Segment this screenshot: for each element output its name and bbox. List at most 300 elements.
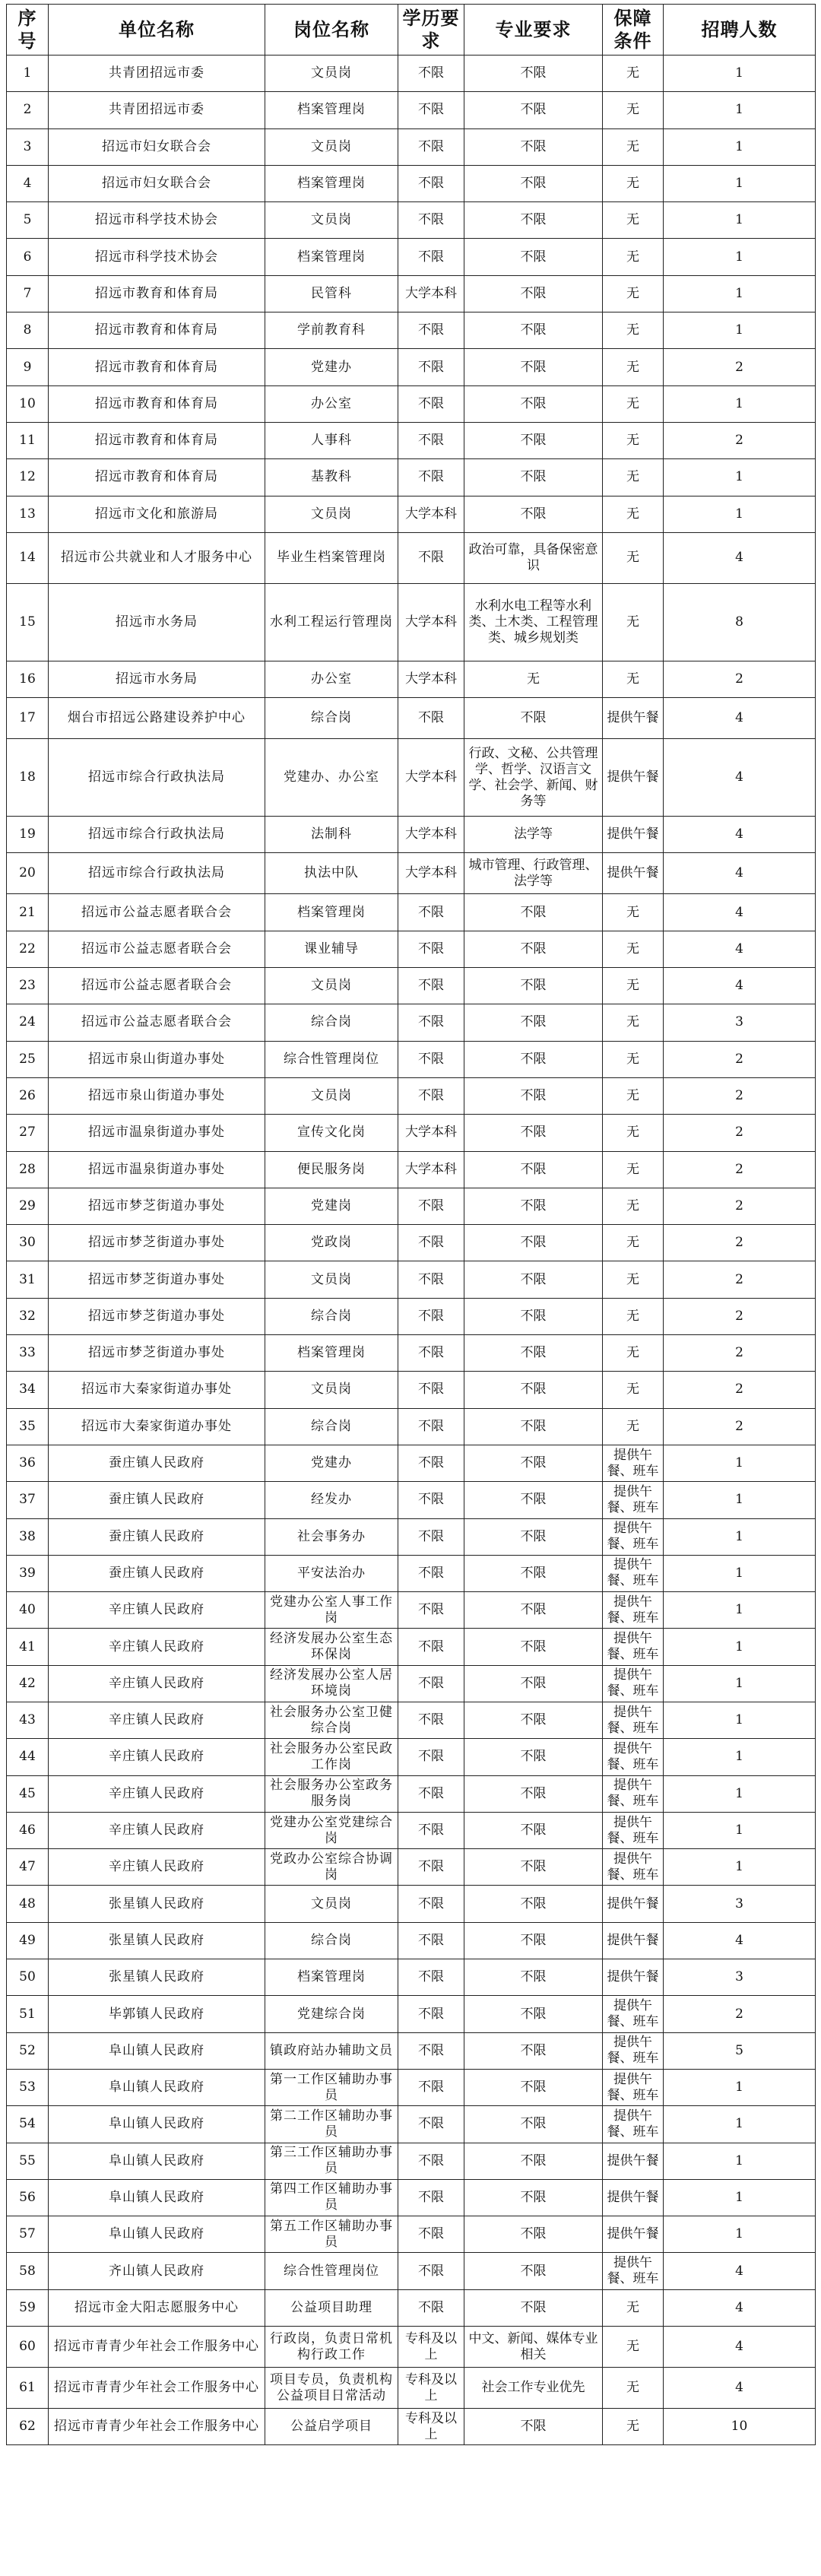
cell-index: 30 — [7, 1225, 49, 1261]
cell-major: 行政、文秘、公共管理学、哲学、汉语言文学、社会学、新闻、财务等 — [464, 739, 603, 817]
cell-position: 民管科 — [265, 275, 398, 312]
cell-count: 2 — [664, 1225, 816, 1261]
cell-count: 1 — [664, 1812, 816, 1848]
cell-index: 57 — [7, 2216, 49, 2253]
table-row — [7, 817, 816, 853]
cell-index: 55 — [7, 2143, 49, 2179]
cell-major: 不限 — [464, 385, 603, 422]
table-row — [7, 1518, 816, 1555]
cell-position: 经济发展办公室生态环保岗 — [265, 1629, 398, 1665]
cell-count: 2 — [664, 1996, 816, 2032]
cell-benefits: 提供午餐、班车 — [603, 2253, 664, 2289]
cell-education: 不限 — [398, 385, 464, 422]
cell-education: 不限 — [398, 2106, 464, 2143]
cell-benefits: 无 — [603, 661, 664, 697]
cell-position: 综合岗 — [265, 1408, 398, 1445]
cell-major: 不限 — [464, 2253, 603, 2289]
cell-education: 不限 — [398, 1665, 464, 1702]
cell-benefits: 提供午餐 — [603, 853, 664, 894]
cell-position: 经济发展办公室人居环境岗 — [265, 1665, 398, 1702]
cell-benefits: 无 — [603, 1408, 664, 1445]
cell-benefits: 提供午餐、班车 — [603, 2069, 664, 2105]
cell-index: 44 — [7, 1739, 49, 1775]
cell-index: 62 — [7, 2409, 49, 2445]
cell-count: 2 — [664, 1151, 816, 1188]
cell-benefits: 无 — [603, 202, 664, 239]
table-row — [7, 349, 816, 385]
cell-count: 10 — [664, 2409, 816, 2445]
cell-benefits: 提供午餐 — [603, 2216, 664, 2253]
cell-education: 大学本科 — [398, 817, 464, 853]
table-row — [7, 1812, 816, 1848]
cell-position: 便民服务岗 — [265, 1151, 398, 1188]
cell-benefits: 无 — [603, 1372, 664, 1408]
cell-education: 不限 — [398, 2216, 464, 2253]
cell-index: 18 — [7, 739, 49, 817]
cell-major: 不限 — [464, 56, 603, 92]
cell-unit: 招远市温泉街道办事处 — [49, 1151, 265, 1188]
table-row — [7, 165, 816, 201]
cell-major: 不限 — [464, 349, 603, 385]
cell-position: 综合岗 — [265, 698, 398, 739]
cell-position: 社会事务办 — [265, 1518, 398, 1555]
cell-education: 不限 — [398, 92, 464, 128]
cell-major: 不限 — [464, 894, 603, 931]
cell-unit: 招远市教育和体育局 — [49, 459, 265, 496]
recruitment-table — [6, 4, 816, 2445]
cell-index: 17 — [7, 698, 49, 739]
cell-education: 不限 — [398, 2289, 464, 2326]
cell-benefits: 无 — [603, 92, 664, 128]
cell-position: 党建办公室党建综合岗 — [265, 1812, 398, 1848]
cell-index: 5 — [7, 202, 49, 239]
cell-major: 不限 — [464, 698, 603, 739]
cell-education: 不限 — [398, 459, 464, 496]
cell-benefits: 提供午餐、班车 — [603, 1445, 664, 1481]
table-row — [7, 2179, 816, 2216]
cell-benefits: 无 — [603, 1115, 664, 1151]
cell-count: 1 — [664, 1739, 816, 1775]
cell-unit: 招远市梦芝街道办事处 — [49, 1261, 265, 1298]
cell-position: 第二工作区辅助办事员 — [265, 2106, 398, 2143]
cell-position: 平安法治办 — [265, 1555, 398, 1591]
cell-major: 不限 — [464, 1077, 603, 1114]
cell-count: 2 — [664, 1372, 816, 1408]
cell-unit: 辛庄镇人民政府 — [49, 1702, 265, 1738]
cell-position: 综合岗 — [265, 1298, 398, 1334]
cell-count: 2 — [664, 1335, 816, 1372]
cell-position: 综合性管理岗位 — [265, 2253, 398, 2289]
cell-major: 不限 — [464, 1408, 603, 1445]
cell-count: 4 — [664, 2253, 816, 2289]
cell-count: 4 — [664, 2368, 816, 2409]
cell-unit: 张星镇人民政府 — [49, 1886, 265, 1922]
cell-major: 不限 — [464, 496, 603, 532]
cell-index: 11 — [7, 422, 49, 458]
cell-benefits: 无 — [603, 2368, 664, 2409]
table-row — [7, 2409, 816, 2445]
cell-benefits: 提供午餐、班车 — [603, 1555, 664, 1591]
cell-major: 不限 — [464, 1922, 603, 1959]
cell-major: 不限 — [464, 1592, 603, 1629]
cell-unit: 招远市科学技术协会 — [49, 202, 265, 239]
cell-benefits: 无 — [603, 1225, 664, 1261]
cell-index: 12 — [7, 459, 49, 496]
cell-unit: 招远市教育和体育局 — [49, 275, 265, 312]
cell-major: 不限 — [464, 1482, 603, 1518]
cell-unit: 招远市妇女联合会 — [49, 165, 265, 201]
table-row — [7, 92, 816, 128]
cell-index: 32 — [7, 1298, 49, 1334]
cell-benefits: 无 — [603, 1188, 664, 1224]
cell-count: 4 — [664, 853, 816, 894]
table-row — [7, 1775, 816, 1812]
cell-major: 法学等 — [464, 817, 603, 853]
cell-major: 不限 — [464, 2216, 603, 2253]
cell-count: 1 — [664, 56, 816, 92]
table-row — [7, 1922, 816, 1959]
cell-unit: 招远市教育和体育局 — [49, 349, 265, 385]
cell-education: 不限 — [398, 1592, 464, 1629]
cell-benefits: 无 — [603, 2289, 664, 2326]
cell-count: 4 — [664, 739, 816, 817]
cell-count: 4 — [664, 968, 816, 1004]
table-row — [7, 128, 816, 165]
cell-benefits: 提供午餐、班车 — [603, 1996, 664, 2032]
cell-position: 档案管理岗 — [265, 92, 398, 128]
table-row — [7, 2289, 816, 2326]
header-education: 学历要求 — [398, 5, 464, 56]
cell-count: 1 — [664, 1702, 816, 1738]
cell-position: 党政岗 — [265, 1225, 398, 1261]
cell-benefits: 无 — [603, 1004, 664, 1041]
cell-education: 不限 — [398, 1188, 464, 1224]
cell-education: 不限 — [398, 1922, 464, 1959]
cell-benefits: 无 — [603, 2409, 664, 2445]
cell-count: 2 — [664, 422, 816, 458]
table-row — [7, 2032, 816, 2069]
cell-education: 不限 — [398, 165, 464, 201]
table-row — [7, 1739, 816, 1775]
cell-count: 1 — [664, 239, 816, 275]
cell-education: 专科及以上 — [398, 2368, 464, 2409]
cell-benefits: 无 — [603, 1298, 664, 1334]
cell-index: 9 — [7, 349, 49, 385]
cell-unit: 招远市科学技术协会 — [49, 239, 265, 275]
cell-education: 不限 — [398, 56, 464, 92]
cell-major: 不限 — [464, 1004, 603, 1041]
cell-count: 5 — [664, 2032, 816, 2069]
cell-unit: 招远市青青少年社会工作服务中心 — [49, 2409, 265, 2445]
cell-major: 不限 — [464, 1188, 603, 1224]
cell-position: 第一工作区辅助办事员 — [265, 2069, 398, 2105]
cell-count: 3 — [664, 1004, 816, 1041]
cell-count: 1 — [664, 1775, 816, 1812]
cell-education: 不限 — [398, 1261, 464, 1298]
cell-index: 29 — [7, 1188, 49, 1224]
cell-unit: 招远市教育和体育局 — [49, 422, 265, 458]
cell-count: 4 — [664, 931, 816, 967]
cell-index: 58 — [7, 2253, 49, 2289]
cell-major: 不限 — [464, 165, 603, 201]
cell-unit: 蚕庄镇人民政府 — [49, 1482, 265, 1518]
cell-index: 31 — [7, 1261, 49, 1298]
table-row — [7, 312, 816, 349]
cell-position: 文员岗 — [265, 202, 398, 239]
cell-index: 38 — [7, 1518, 49, 1555]
cell-major: 不限 — [464, 1445, 603, 1481]
cell-education: 不限 — [398, 1739, 464, 1775]
table-row — [7, 2368, 816, 2409]
cell-position: 项目专员，负责机构公益项目日常活动 — [265, 2368, 398, 2409]
cell-benefits: 无 — [603, 931, 664, 967]
table-row — [7, 1335, 816, 1372]
table-row — [7, 1077, 816, 1114]
cell-education: 不限 — [398, 1775, 464, 1812]
cell-position: 学前教育科 — [265, 312, 398, 349]
cell-index: 47 — [7, 1849, 49, 1886]
cell-major: 无 — [464, 661, 603, 697]
cell-benefits: 提供午餐、班车 — [603, 1592, 664, 1629]
cell-unit: 辛庄镇人民政府 — [49, 1812, 265, 1848]
cell-count: 1 — [664, 1555, 816, 1591]
cell-index: 4 — [7, 165, 49, 201]
table-row — [7, 1592, 816, 1629]
cell-education: 不限 — [398, 349, 464, 385]
cell-education: 不限 — [398, 931, 464, 967]
cell-unit: 辛庄镇人民政府 — [49, 1775, 265, 1812]
cell-major: 不限 — [464, 202, 603, 239]
cell-unit: 招远市梦芝街道办事处 — [49, 1225, 265, 1261]
cell-benefits: 提供午餐、班车 — [603, 1812, 664, 1848]
cell-unit: 招远市梦芝街道办事处 — [49, 1298, 265, 1334]
cell-count: 1 — [664, 1482, 816, 1518]
header-unit: 单位名称 — [49, 5, 265, 56]
cell-benefits: 无 — [603, 422, 664, 458]
cell-benefits: 提供午餐、班车 — [603, 1849, 664, 1886]
cell-benefits: 无 — [603, 894, 664, 931]
cell-index: 21 — [7, 894, 49, 931]
cell-major: 不限 — [464, 1849, 603, 1886]
cell-unit: 招远市妇女联合会 — [49, 128, 265, 165]
cell-position: 党建办 — [265, 1445, 398, 1481]
cell-index: 28 — [7, 1151, 49, 1188]
cell-unit: 招远市青青少年社会工作服务中心 — [49, 2327, 265, 2368]
cell-position: 档案管理岗 — [265, 239, 398, 275]
table-row — [7, 239, 816, 275]
cell-unit: 招远市综合行政执法局 — [49, 853, 265, 894]
cell-count: 8 — [664, 583, 816, 661]
table-row — [7, 931, 816, 967]
table-row — [7, 1629, 816, 1665]
table-row — [7, 739, 816, 817]
cell-unit: 招远市水务局 — [49, 661, 265, 697]
cell-education: 不限 — [398, 1886, 464, 1922]
cell-major: 社会工作专业优先 — [464, 2368, 603, 2409]
table-row — [7, 1041, 816, 1077]
cell-major: 城市管理、行政管理、法学等 — [464, 853, 603, 894]
cell-count: 1 — [664, 312, 816, 349]
cell-index: 25 — [7, 1041, 49, 1077]
cell-count: 1 — [664, 459, 816, 496]
table-row — [7, 1188, 816, 1224]
cell-position: 文员岗 — [265, 496, 398, 532]
cell-education: 大学本科 — [398, 739, 464, 817]
cell-position: 宣传文化岗 — [265, 1115, 398, 1151]
cell-position: 文员岗 — [265, 128, 398, 165]
cell-index: 20 — [7, 853, 49, 894]
cell-index: 45 — [7, 1775, 49, 1812]
cell-unit: 招远市文化和旅游局 — [49, 496, 265, 532]
cell-index: 51 — [7, 1996, 49, 2032]
header-position: 岗位名称 — [265, 5, 398, 56]
table-row — [7, 459, 816, 496]
cell-count: 2 — [664, 1041, 816, 1077]
cell-benefits: 提供午餐、班车 — [603, 1739, 664, 1775]
cell-major: 不限 — [464, 1886, 603, 1922]
cell-major: 不限 — [464, 1665, 603, 1702]
cell-position: 镇政府站办辅助文员 — [265, 2032, 398, 2069]
cell-index: 40 — [7, 1592, 49, 1629]
cell-count: 1 — [664, 275, 816, 312]
cell-count: 4 — [664, 894, 816, 931]
table-row — [7, 1004, 816, 1041]
cell-count: 1 — [664, 2143, 816, 2179]
cell-count: 1 — [664, 128, 816, 165]
cell-position: 第四工作区辅助办事员 — [265, 2179, 398, 2216]
cell-education: 不限 — [398, 1335, 464, 1372]
table-row — [7, 1408, 816, 1445]
cell-position: 党建办公室人事工作岗 — [265, 1592, 398, 1629]
cell-education: 大学本科 — [398, 275, 464, 312]
cell-position: 第五工作区辅助办事员 — [265, 2216, 398, 2253]
cell-benefits: 无 — [603, 349, 664, 385]
cell-index: 50 — [7, 1959, 49, 1996]
cell-education: 不限 — [398, 1077, 464, 1114]
cell-major: 不限 — [464, 968, 603, 1004]
cell-major: 不限 — [464, 2289, 603, 2326]
cell-index: 24 — [7, 1004, 49, 1041]
cell-major: 不限 — [464, 275, 603, 312]
cell-unit: 辛庄镇人民政府 — [49, 1629, 265, 1665]
cell-position: 文员岗 — [265, 1372, 398, 1408]
cell-index: 37 — [7, 1482, 49, 1518]
cell-position: 党政办公室综合协调岗 — [265, 1849, 398, 1886]
cell-unit: 辛庄镇人民政府 — [49, 1739, 265, 1775]
cell-education: 不限 — [398, 1372, 464, 1408]
cell-count: 1 — [664, 1445, 816, 1481]
table-row — [7, 496, 816, 532]
cell-benefits: 提供午餐 — [603, 739, 664, 817]
table-row — [7, 1886, 816, 1922]
cell-education: 不限 — [398, 1298, 464, 1334]
table-row — [7, 968, 816, 1004]
cell-index: 14 — [7, 532, 49, 583]
cell-education: 不限 — [398, 698, 464, 739]
table-row — [7, 2327, 816, 2368]
cell-unit: 张星镇人民政府 — [49, 1922, 265, 1959]
cell-position: 经发办 — [265, 1482, 398, 1518]
cell-benefits: 提供午餐、班车 — [603, 2106, 664, 2143]
cell-unit: 招远市教育和体育局 — [49, 385, 265, 422]
cell-position: 行政岗，负责日常机构行政工作 — [265, 2327, 398, 2368]
cell-index: 8 — [7, 312, 49, 349]
cell-index: 54 — [7, 2106, 49, 2143]
cell-index: 42 — [7, 1665, 49, 1702]
cell-index: 41 — [7, 1629, 49, 1665]
cell-position: 基教科 — [265, 459, 398, 496]
table-row — [7, 2069, 816, 2105]
table-row — [7, 2143, 816, 2179]
cell-unit: 招远市公益志愿者联合会 — [49, 931, 265, 967]
table-row — [7, 1555, 816, 1591]
cell-education: 不限 — [398, 1702, 464, 1738]
cell-benefits: 无 — [603, 312, 664, 349]
table-row — [7, 698, 816, 739]
cell-position: 社会服务办公室民政工作岗 — [265, 1739, 398, 1775]
cell-unit: 招远市公益志愿者联合会 — [49, 968, 265, 1004]
table-row — [7, 1372, 816, 1408]
cell-unit: 辛庄镇人民政府 — [49, 1665, 265, 1702]
cell-unit: 阜山镇人民政府 — [49, 2179, 265, 2216]
table-row — [7, 56, 816, 92]
cell-index: 6 — [7, 239, 49, 275]
cell-benefits: 提供午餐、班车 — [603, 1702, 664, 1738]
cell-benefits: 提供午餐、班车 — [603, 1665, 664, 1702]
cell-unit: 阜山镇人民政府 — [49, 2143, 265, 2179]
cell-count: 1 — [664, 2216, 816, 2253]
cell-major: 不限 — [464, 1775, 603, 1812]
cell-position: 档案管理岗 — [265, 165, 398, 201]
cell-count: 1 — [664, 2106, 816, 2143]
cell-index: 52 — [7, 2032, 49, 2069]
cell-position: 毕业生档案管理岗 — [265, 532, 398, 583]
cell-count: 2 — [664, 1298, 816, 1334]
cell-position: 文员岗 — [265, 968, 398, 1004]
table-row — [7, 894, 816, 931]
cell-education: 不限 — [398, 1629, 464, 1665]
cell-major: 不限 — [464, 459, 603, 496]
cell-education: 不限 — [398, 2069, 464, 2105]
table-row — [7, 275, 816, 312]
cell-position: 课业辅导 — [265, 931, 398, 967]
table-row — [7, 2216, 816, 2253]
cell-benefits: 无 — [603, 1077, 664, 1114]
cell-unit: 招远市金大阳志愿服务中心 — [49, 2289, 265, 2326]
cell-unit: 招远市梦芝街道办事处 — [49, 1335, 265, 1372]
cell-benefits: 无 — [603, 165, 664, 201]
cell-position: 党建综合岗 — [265, 1996, 398, 2032]
cell-benefits: 无 — [603, 1041, 664, 1077]
cell-benefits: 提供午餐 — [603, 817, 664, 853]
cell-unit: 招远市泉山街道办事处 — [49, 1077, 265, 1114]
table-row — [7, 385, 816, 422]
cell-position: 执法中队 — [265, 853, 398, 894]
cell-position: 档案管理岗 — [265, 1959, 398, 1996]
cell-unit: 蚕庄镇人民政府 — [49, 1445, 265, 1481]
cell-index: 3 — [7, 128, 49, 165]
cell-major: 不限 — [464, 1996, 603, 2032]
table-row — [7, 1665, 816, 1702]
cell-index: 61 — [7, 2368, 49, 2409]
cell-benefits: 提供午餐 — [603, 1959, 664, 1996]
cell-count: 1 — [664, 92, 816, 128]
cell-education: 不限 — [398, 1849, 464, 1886]
cell-education: 大学本科 — [398, 583, 464, 661]
table-row — [7, 532, 816, 583]
header-row — [7, 5, 816, 56]
table-row — [7, 1298, 816, 1334]
